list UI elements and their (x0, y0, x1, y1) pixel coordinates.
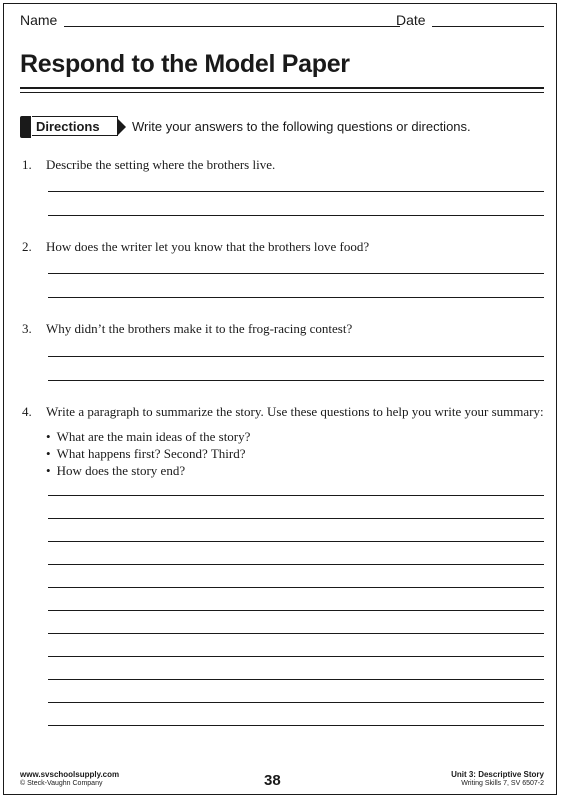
footer-right (451, 770, 544, 787)
answer-line[interactable] (48, 191, 544, 192)
answer-line[interactable] (48, 495, 544, 496)
answer-line[interactable] (48, 273, 544, 274)
directions-pencil-badge (20, 116, 124, 138)
question-text: How does the writer let you know that the brothers love food? (46, 239, 370, 254)
summary-prompt-item: • How does the story end? (46, 462, 250, 479)
question-number: 1. (22, 157, 32, 172)
answer-line[interactable] (48, 656, 544, 657)
title-rule-thick (20, 87, 544, 89)
footer-book: Writing Skills 7, SV 6507-2 (461, 780, 544, 787)
header-row (20, 12, 544, 32)
answer-line[interactable] (48, 518, 544, 519)
date-write-line[interactable] (432, 26, 544, 27)
name-label: Name (20, 12, 58, 28)
page-number: 38 (264, 772, 281, 789)
summary-prompt-item: • What happens first? Second? Third? (46, 445, 250, 462)
answer-line[interactable] (48, 297, 544, 298)
footer-website: www.svschoolsupply.com (20, 770, 120, 779)
answer-line[interactable] (48, 215, 544, 216)
name-write-line[interactable] (64, 26, 400, 27)
footer-unit: Unit 3: Descriptive Story (451, 770, 544, 779)
question-text: Describe the setting where the brothers live. (46, 157, 276, 172)
question-text: Why didn’t the brothers make it to the frog-racing contest? (46, 321, 353, 336)
answer-line[interactable] (48, 564, 544, 565)
summary-prompts-list (46, 428, 250, 479)
question-text: Write a paragraph to summarize the story. Use these questions to help you write your summary: (46, 404, 544, 419)
title-rule-thin (20, 92, 544, 93)
page-title: Respond to the Model Paper (20, 50, 350, 78)
answer-line[interactable] (48, 541, 544, 542)
directions-badge-label: Directions (32, 116, 118, 136)
pencil-eraser-icon (20, 116, 31, 138)
question-number: 4. (22, 404, 32, 419)
pencil-tip-icon (117, 118, 126, 136)
answer-line[interactable] (48, 380, 544, 381)
date-label: Date (396, 12, 426, 28)
footer-left (20, 770, 119, 787)
question-number: 2. (22, 239, 32, 254)
answer-line[interactable] (48, 679, 544, 680)
answer-line[interactable] (48, 633, 544, 634)
answer-line[interactable] (48, 587, 544, 588)
question-number: 3. (22, 321, 32, 336)
answer-line[interactable] (48, 610, 544, 611)
footer-copyright: © Steck-Vaughn Company (20, 780, 103, 787)
answer-line[interactable] (48, 702, 544, 703)
summary-prompt-item: • What are the main ideas of the story? (46, 428, 250, 445)
answer-line[interactable] (48, 725, 544, 726)
directions-text: Write your answers to the following questions or directions. (132, 119, 471, 134)
answer-line[interactable] (48, 356, 544, 357)
directions-row (20, 116, 540, 140)
